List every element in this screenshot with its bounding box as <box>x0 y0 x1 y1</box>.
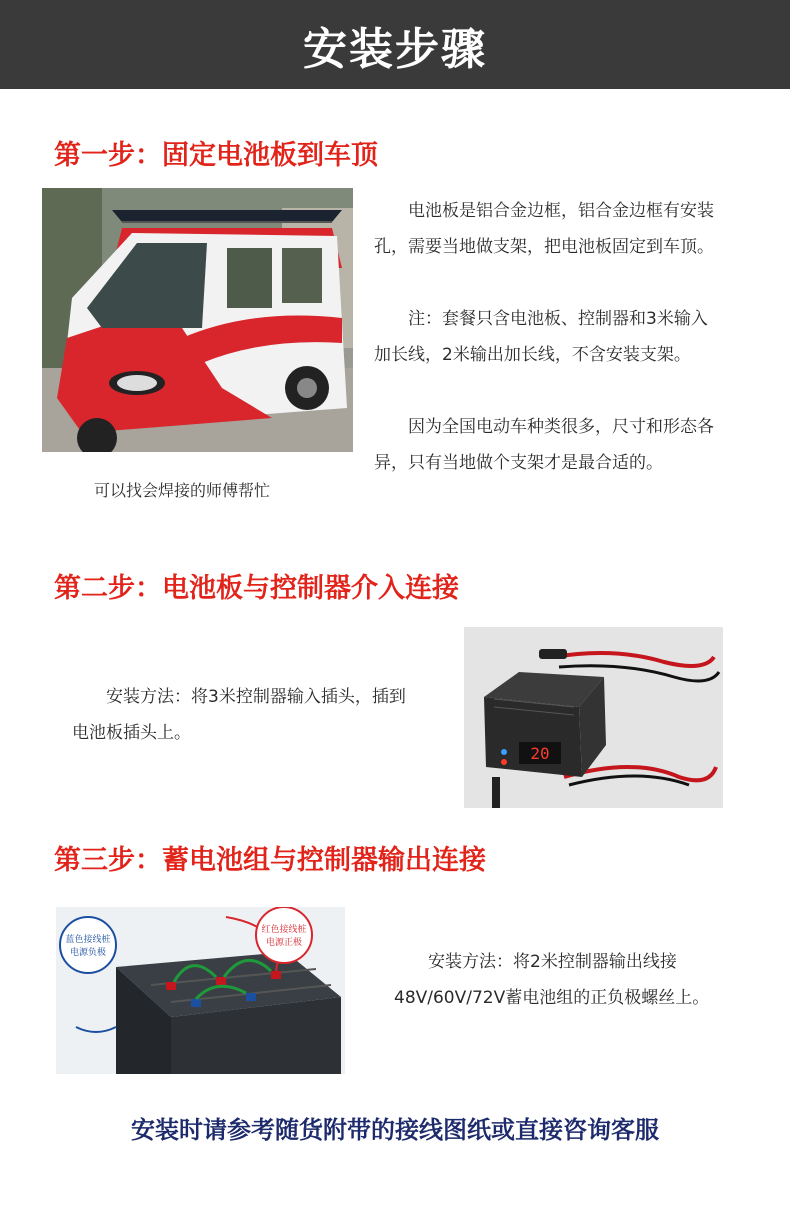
controller-display-value: 20 <box>530 744 550 763</box>
step2-text: 安装方法：将3米控制器输入插头，插到电池板插头上。 <box>72 687 406 743</box>
step1-paragraph-2: 注：套餐只含电池板、控制器和3米输入加长线，2米输出加长线，不含安装支架。 <box>374 309 708 365</box>
step3-heading: 第三步：蓄电池组与控制器输出连接 <box>54 845 486 876</box>
step3-text: 安装方法：将2米控制器输出线接48V/60V/72V蓄电池组的正负极螺丝上。 <box>394 952 710 1008</box>
svg-text:蓝色接线桩: 蓝色接线桩 <box>65 935 111 945</box>
header-banner <box>0 0 790 89</box>
step1-paragraph-1: 电池板是铝合金边框，铝合金边框有安装孔，需要当地做支架，把电池板固定到车顶。 <box>374 201 714 257</box>
tricycle-photo <box>42 188 353 452</box>
controller-photo <box>464 627 723 808</box>
battery-photo <box>56 907 345 1074</box>
svg-text:电源负极: 电源负极 <box>69 948 107 958</box>
step2-heading: 第二步：电池板与控制器介入连接 <box>54 573 459 604</box>
svg-text:电源正极: 电源正极 <box>265 938 303 948</box>
svg-text:红色接线桩: 红色接线桩 <box>261 925 307 935</box>
footer-notice: 安装时请参考随货附带的接线图纸或直接咨询客服 <box>131 1116 659 1144</box>
step1-heading: 第一步：固定电池板到车顶 <box>54 140 378 171</box>
step1-caption: 可以找会焊接的师傅帮忙 <box>94 481 271 500</box>
page-title: 安装步骤 <box>303 23 487 75</box>
step1-paragraph-3: 因为全国电动车种类很多，尺寸和形态各异，只有当地做个支架才是最合适的。 <box>374 417 714 473</box>
